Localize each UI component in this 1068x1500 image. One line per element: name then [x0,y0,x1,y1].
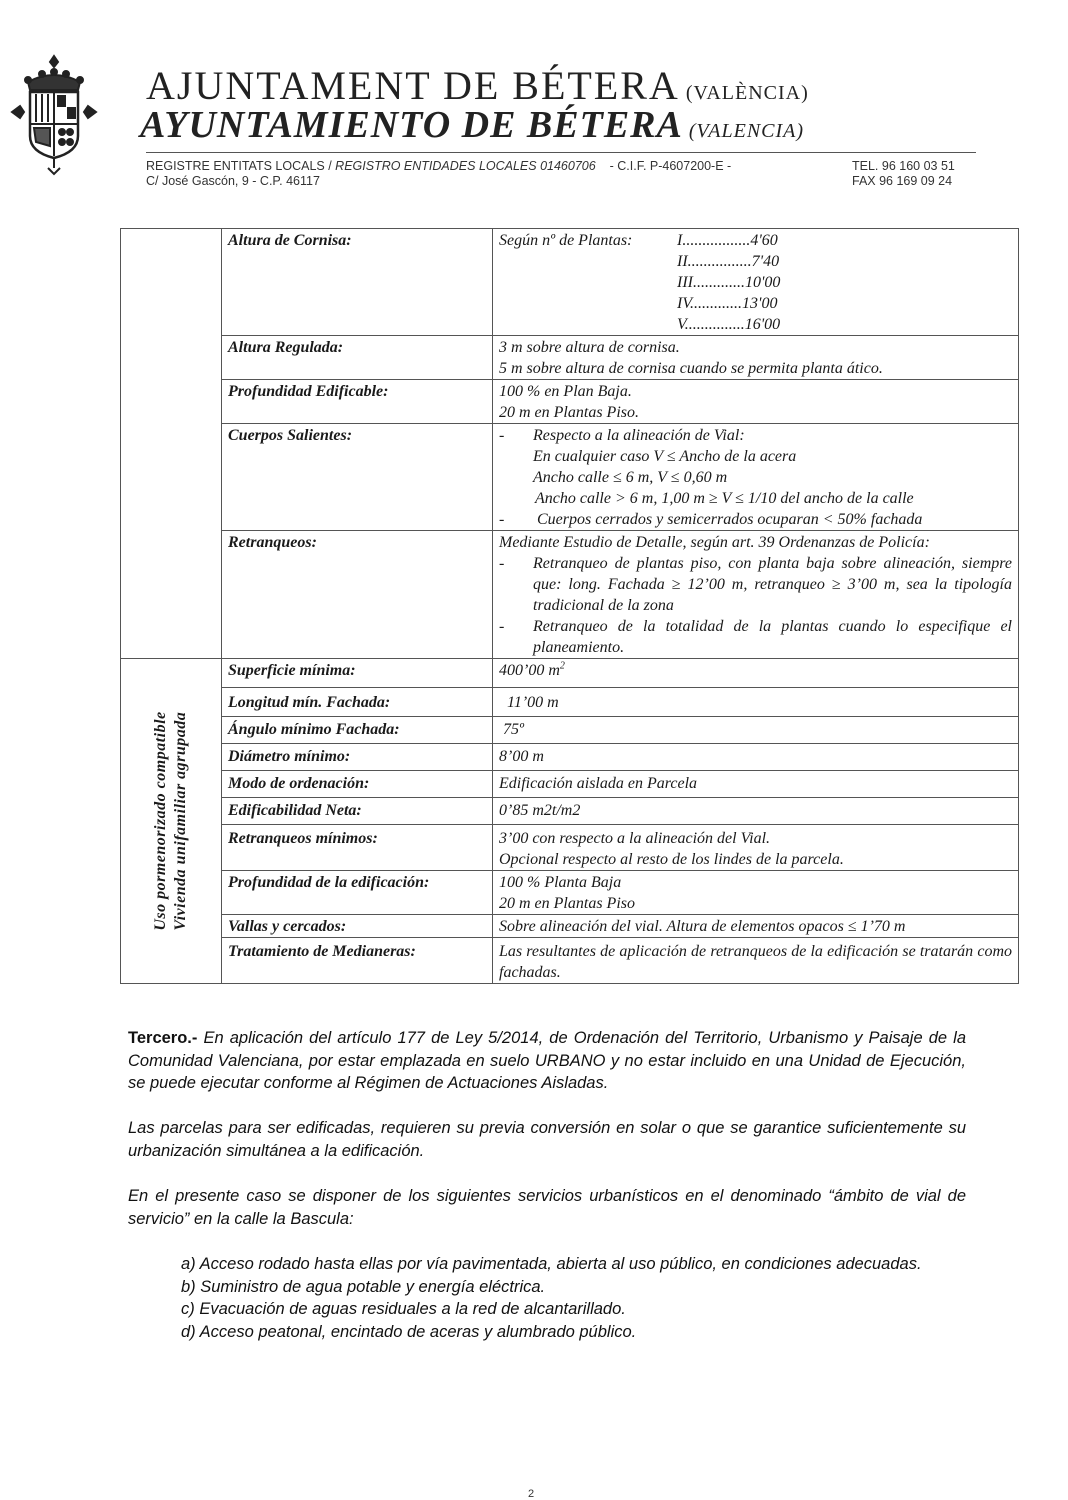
letterhead-region-spanish: (VALENCIA) [688,120,805,142]
sub-line: Ancho calle ≤ 6 m, V ≤ 0,60 m [533,469,728,486]
table-row-superficie-minima [121,659,1019,688]
row-value: 0’85 m2t/m2 [493,798,1019,825]
letterhead-title-valencian-main: AJUNTAMENT DE BÉTERA [146,63,680,108]
paragraph-tercero [128,1027,966,1095]
section-heading: Tercero.- [128,1029,198,1047]
group-cell-compatible-use [121,659,222,984]
row-value: 8’00 m [493,744,1019,771]
row-value [493,424,1019,531]
dash-bullet: - [499,427,505,444]
value-line: 3 m sobre altura de cornisa. [499,339,680,356]
letterhead-address: C/ José Gascón, 9 - C.P. 46117 [146,174,320,188]
table-row-longitud-fachada [121,688,1019,717]
table-row-diametro-minimo [121,744,1019,771]
bullet-item [499,425,1012,446]
floor-height-item: III.............10'00 [677,274,781,291]
row-label: Modo de ordenación: [222,771,493,798]
row-value: 11’00 m [493,688,1019,717]
row-value [493,336,1019,380]
letterhead-contact [852,159,955,189]
floor-height-item: I.................4'60 [677,232,778,249]
group-label-line: Vivienda unifamiliar agrupada [172,711,189,931]
sub-line: En cualquier caso V ≤ Ancho de la acera [533,448,797,465]
bullet-item [499,616,1012,658]
table-row-cuerpos-salientes [121,424,1019,531]
row-label: Vallas y cercados: [222,915,493,938]
value-line: 100 % en Plan Baja. [499,383,632,400]
floors-list [677,230,780,335]
row-label: Ángulo mínimo Fachada: [222,717,493,744]
row-value: 75º [493,717,1019,744]
letterhead-title-spanish-main: AYUNTAMIENTO DE BÉTERA [140,104,683,146]
row-label: Diámetro mínimo: [222,744,493,771]
row-label: Retranqueos mínimos: [222,825,493,871]
table-row-retranqueos-minimos [121,825,1019,871]
letterhead-divider [146,152,976,153]
row-value [493,531,1019,659]
row-label: Tratamiento de Medianeras: [222,938,493,984]
bullet-text: Retranqueo de la totalidad de la plantas cuando lo especifique el planeamiento. [533,618,1012,656]
value-line: Mediante Estudio de Detalle, según art. 39 Ordenanzas de Policía: [499,534,930,551]
coat-of-arms-icon [6,52,102,176]
page-number: 2 [528,1488,535,1500]
list-item: d) Acceso peatonal, encintado de aceras y alumbrado público. [181,1322,637,1341]
value-line: 100 % Planta Baja [499,874,622,891]
cif-number: - C.I.F. P-4607200-E - [609,159,732,173]
table-row-retranqueos [121,531,1019,659]
row-label: Altura de Cornisa: [222,229,493,336]
row-label: Cuerpos Salientes: [222,424,493,531]
table-row-profundidad-edificacion [121,871,1019,915]
group-label-vertical [151,711,191,930]
floor-height-item: II................7'40 [677,253,780,270]
paragraph-text: En aplicación del artículo 177 de Ley 5/2014, de Ordenación del Territorio, Urbanismo y Paisaje de la Comunidad Valenciana, por estar emplazada en suelo URBANO y no estar incluido en una Unidad de Ejecución, se puede ejecutar conforme al Régimen de Actuaciones Aisladas. [128,1029,966,1092]
dash-bullet: - [499,555,505,572]
row-value [493,825,1019,871]
row-label: Altura Regulada: [222,336,493,380]
fax-number: FAX 96 169 09 24 [852,174,953,188]
bullet-item [499,509,1012,530]
floor-height-item: V...............16'00 [677,316,781,333]
value-line: 20 m en Plantas Piso. [499,404,639,421]
table-row-modo-ordenacion [121,771,1019,798]
table-row-medianeras [121,938,1019,984]
row-label: Edificabilidad Neta: [222,798,493,825]
registry-valencian: REGISTRE ENTITATS LOCALS / [146,159,332,173]
letterhead-region-valencian: (VALÈNCIA) [685,82,809,104]
letterhead-registry [146,159,731,189]
urban-parameters-table [120,228,1019,984]
row-label: Profundidad de la edificación: [222,871,493,915]
group-cell-main-use [121,229,222,659]
row-value: Sobre alineación del vial. Altura de elementos opacos ≤ 1’70 m [493,915,1019,938]
list-item: b) Suministro de agua potable y energía eléctrica. [181,1277,546,1296]
row-value [493,229,1019,336]
table-row-altura-cornisa [121,229,1019,336]
letterhead-title-valencian [146,63,809,108]
bullet-item [499,553,1012,616]
value-text: 400’00 m [499,662,560,679]
value-line: Opcional respecto al resto de los lindes de la parcela. [499,851,844,868]
bullet-text: Cuerpos cerrados y semicerrados ocuparan < 50% fachada [537,511,923,528]
table-row-vallas [121,915,1019,938]
row-value [493,380,1019,424]
row-label: Longitud mín. Fachada: [222,688,493,717]
paragraph-parcelas: Las parcelas para ser edificadas, requieren su previa conversión en solar o que se garantice suficientemente su urbanización simultánea a la edificación. [128,1119,966,1160]
letterhead-title-spanish [140,106,804,144]
row-value [493,659,1019,688]
sub-line: Ancho calle > 6 m, 1,00 m ≥ V ≤ 1/10 del ancho de la calle [535,490,914,507]
bullet-text: Retranqueo de plantas piso, con planta baja sobre alineación, siempre que: long. Fachada ≥ 12’00 m, retranqueo ≥ 3’00 m, sea la tipología tradicional de la zona [533,555,1012,614]
value-line: 3’00 con respecto a la alineación del Vial. [499,830,771,847]
table-row-edificabilidad-neta [121,798,1019,825]
list-item: a) Acceso rodado hasta ellas por vía pavimentada, abierta al uso público, en condiciones adecuadas. [181,1255,922,1273]
floor-height-item: IV.............13'00 [677,295,778,312]
bullet-text: Respecto a la alineación de Vial: [533,427,745,444]
row-label: Superficie mínima: [222,659,493,688]
row-label: Retranqueos: [222,531,493,659]
list-item: c) Evacuación de aguas residuales a la red de alcantarillado. [181,1300,626,1318]
row-value [493,871,1019,915]
table-row-profundidad-edificable [121,380,1019,424]
dash-bullet: - [499,511,505,528]
group-label-line: Uso pormenorizado compatible [152,711,169,931]
value-line: 5 m sobre altura de cornisa cuando se permita planta ático. [499,360,883,377]
services-list [181,1253,966,1343]
superscript: 2 [559,660,565,672]
row-value: Las resultantes de aplicación de retranqueos de la edificación se tratarán como fachadas. [493,938,1019,984]
telephone-number: TEL. 96 160 03 51 [852,159,955,173]
table-row-angulo-fachada [121,717,1019,744]
floors-intro: Según nº de Plantas: [499,232,633,249]
row-value: Edificación aislada en Parcela [493,771,1019,798]
row-label: Profundidad Edificable: [222,380,493,424]
registry-spanish: REGISTRO ENTIDADES LOCALES 01460706 [335,159,596,173]
dash-bullet: - [499,618,505,635]
paragraph-servicios: En el presente caso se disponer de los siguientes servicios urbanísticos en el denominado “ámbito de vial de servicio” en la calle la Bascula: [128,1187,966,1228]
table-row-altura-regulada [121,336,1019,380]
value-line: 20 m en Plantas Piso [499,895,635,912]
